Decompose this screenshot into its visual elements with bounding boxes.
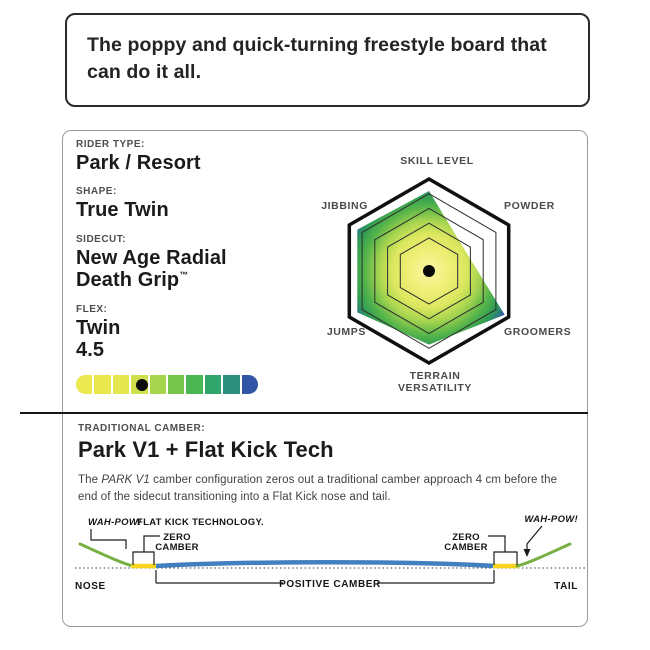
- camber-desc-italic: PARK V1: [101, 474, 150, 486]
- trademark-symbol: ™: [179, 270, 189, 281]
- rider-type-value: Park / Resort: [76, 152, 201, 174]
- flex-scale-segment: [242, 375, 258, 394]
- radar-axis-jibbing: JIBBING: [321, 200, 368, 212]
- radar-axis-groomers: GROOMERS: [504, 326, 572, 338]
- flex-scale: [76, 375, 258, 394]
- spec-sidecut: [76, 234, 326, 292]
- sidecut-value-line1: New Age Radial: [76, 246, 227, 269]
- flex-scale-segment: [94, 375, 110, 394]
- wah-pow-left-label: WAH-POW!: [88, 517, 142, 528]
- nose-label: NOSE: [75, 581, 106, 592]
- sidecut-value: [76, 247, 326, 292]
- shape-value: True Twin: [76, 199, 169, 222]
- zero-camber-left-bracket: [133, 552, 154, 565]
- radar-axis-skill-level: SKILL LEVEL: [400, 155, 474, 167]
- wah-pow-right-pointer: [527, 526, 542, 550]
- shape-label: SHAPE:: [76, 186, 117, 198]
- flex-scale-segment: [113, 375, 129, 394]
- radar-axis-terrain-versatility: TERRAIN VERSATILITY: [397, 370, 473, 395]
- flex-scale-segment: [205, 375, 221, 394]
- zero-camber-right-label-line1: ZERO: [452, 532, 480, 543]
- radar-axis-powder: POWDER: [504, 200, 555, 212]
- wah-pow-right-label: WAH-POW!: [524, 514, 578, 525]
- flex-scale-segment: [186, 375, 202, 394]
- sidecut-label: SIDECUT:: [76, 233, 127, 245]
- camber-section: [78, 423, 575, 507]
- flat-kick-technology-label: FLAT KICK TECHNOLOGY.: [137, 517, 264, 528]
- flex-scale-segment: [223, 375, 239, 394]
- flex-scale-marker-dot: [136, 379, 148, 391]
- nose-kick-line: [80, 544, 133, 566]
- tail-kick-line: [517, 544, 570, 566]
- positive-camber-arc: [156, 562, 495, 566]
- zero-camber-right-label-line2: CAMBER: [444, 542, 488, 553]
- flex-label: FLEX:: [76, 303, 108, 315]
- zero-camber-left-label-line1: ZERO: [163, 532, 191, 543]
- camber-description: [78, 472, 575, 507]
- sidecut-value-line2: Death Grip: [76, 269, 180, 292]
- section-divider: [20, 412, 588, 414]
- product-tagline-box: [65, 13, 590, 107]
- camber-profile-diagram: [62, 508, 588, 626]
- camber-desc-rest: camber configuration zeros out a traditional camber approach 4 cm before the end of the sidecut transitioning into a Flat Kick nose and tail.: [78, 474, 558, 504]
- camber-title: Park V1 + Flat Kick Tech: [78, 437, 334, 462]
- flex-scale-bar: [76, 375, 258, 394]
- spec-rider-type: [76, 139, 326, 174]
- flex-scale-segment: [76, 375, 92, 394]
- product-tagline-text: The poppy and quick-turning freestyle board that can do it all.: [87, 34, 547, 83]
- tail-label: TAIL: [554, 581, 578, 592]
- rider-type-label: RIDER TYPE:: [76, 139, 145, 150]
- flex-scale-segment: [168, 375, 184, 394]
- zero-camber-left-label-line2: CAMBER: [155, 542, 199, 553]
- positive-camber-label: POSITIVE CAMBER: [279, 579, 381, 590]
- radar-axis-jumps: JUMPS: [326, 326, 366, 338]
- spec-list: [76, 139, 326, 406]
- flex-value-line1: Twin: [76, 316, 121, 339]
- zero-camber-right-bracket: [494, 552, 517, 565]
- camber-label: TRADITIONAL CAMBER:: [78, 423, 206, 434]
- spec-flex: [76, 304, 326, 395]
- flex-scale-segment: [150, 375, 166, 394]
- flex-value-line2: 4.5: [76, 338, 105, 361]
- spec-shape: [76, 186, 326, 221]
- zero-camber-right-elbow: [488, 536, 505, 552]
- flex-value: [76, 317, 326, 362]
- wah-pow-right-arrowhead: [524, 549, 531, 557]
- wah-pow-left-bracket: [91, 529, 126, 549]
- attribute-radar-chart: [311, 153, 547, 389]
- camber-desc-prefix: The: [78, 474, 102, 486]
